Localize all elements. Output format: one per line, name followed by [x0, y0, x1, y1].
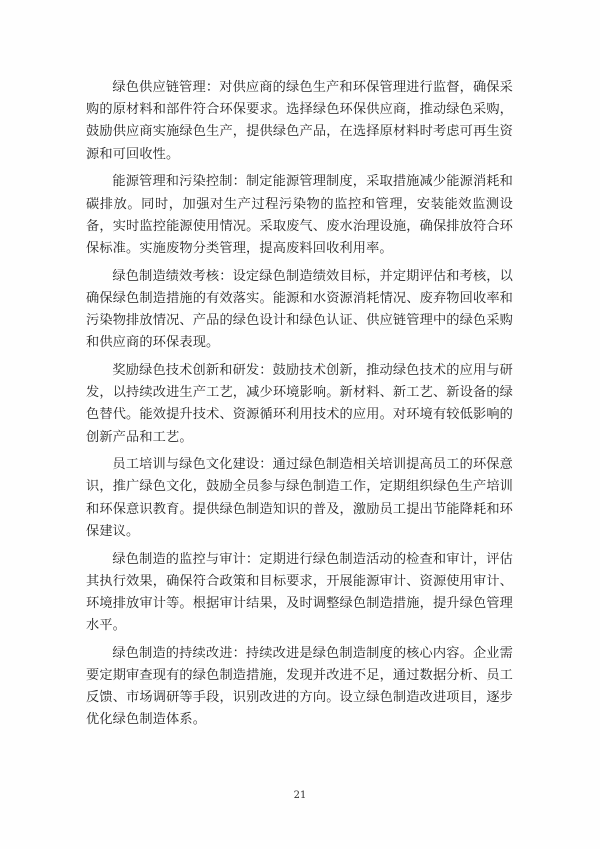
- paragraph-green-supply-chain: 绿色供应链管理：对供应商的绿色生产和环保管理进行监督，确保采购的原材料和部件符合环保要求。选择绿色环保供应商，推动绿色采购，鼓励供应商实施绿色生产，提供绿色产品，在选择原材料时考虑可再生资源和可回收性。: [86, 80, 513, 162]
- paragraph-staff-training: 员工培训与绿色文化建设：通过绿色制造相关培训提高员工的环保意识，推广绿色文化，鼓励全员参与绿色制造工作，定期组织绿色生产培训和环保意识教育。提供绿色制造知识的普及，激励员工提出节能降耗和环保建议。: [86, 457, 513, 539]
- paragraph-energy-pollution: 能源管理和污染控制：制定能源管理制度，采取措施减少能源消耗和碳排放。同时，加强对生产过程污染物的监控和管理，安装能效监测设备，实时监控能源使用情况。采取废气、废水治理设施，确保排放符合环保标准。实施废物分类管理，提高废料回收利用率。: [86, 174, 513, 256]
- paragraph-performance-assessment: 绿色制造绩效考核：设定绿色制造绩效目标，并定期评估和考核，以确保绿色制造措施的有效落实。能源和水资源消耗情况、废弃物回收率和污染物排放情况、产品的绿色设计和绿色认证、供应链管理中的绿色采购和供应商的环保表现。: [86, 268, 513, 351]
- paragraph-continuous-improvement: 绿色制造的持续改进：持续改进是绿色制造制度的核心内容。企业需要定期审查现有的绿色制造措施，发现并改进不足，通过数据分析、员工反馈、市场调研等手段，识别改进的方向。设立绿色制造改进项目，逐步优化绿色制造体系。: [86, 645, 513, 728]
- document-body: [86, 77, 513, 737]
- page-number: 21: [293, 790, 307, 801]
- paragraph-monitoring-audit: 绿色制造的监控与审计：定期进行绿色制造活动的检查和审计，评估其执行效果，确保符合政策和目标要求，开展能源审计、资源使用审计、环境排放审计等。根据审计结果，及时调整绿色制造措施，提升绿色管理水平。: [86, 551, 513, 634]
- paragraph-tech-innovation: 奖励绿色技术创新和研发：鼓励技术创新，推动绿色技术的应用与研发，以持续改进生产工艺，减少环境影响。新材料、新工艺、新设备的绿色替代。能效提升技术、资源循环利用技术的应用。对环境有较低影响的创新产品和工艺。: [86, 362, 513, 445]
